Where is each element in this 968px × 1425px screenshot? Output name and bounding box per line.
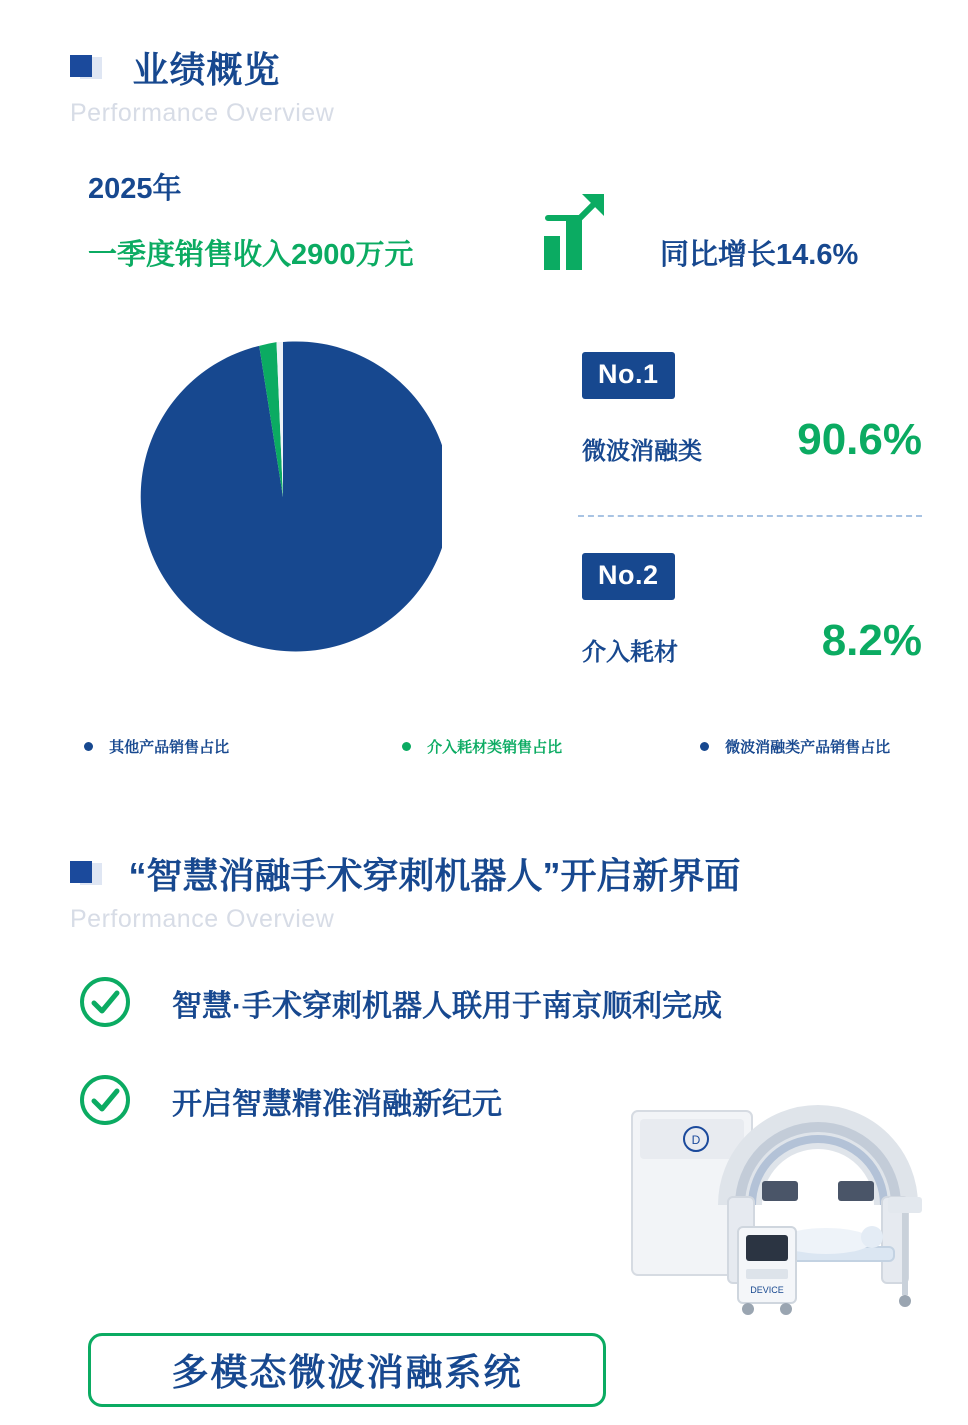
year-label: 2025年 — [88, 173, 182, 205]
device-caption-label: 多模态微波消融系统 — [171, 1352, 523, 1393]
legend-item-consumables — [402, 736, 562, 757]
svg-text:DEVICE: DEVICE — [750, 1285, 784, 1295]
chart-legend — [84, 736, 934, 762]
rank-badge: No.1 — [582, 352, 675, 399]
section-marker-icon — [70, 55, 100, 81]
sales-pie-chart — [124, 338, 442, 656]
check-circle-icon — [78, 975, 132, 1029]
list-item-label: 智慧·手术穿刺机器人联用于南京顺利完成 — [172, 990, 722, 1023]
legend-item-other — [84, 736, 229, 757]
rank-percentage: 8.2% — [821, 616, 922, 665]
bar-chart-arrow-up-icon — [534, 192, 630, 274]
section-subtitle: Performance Overview — [70, 905, 335, 933]
rank-category-name: 微波消融类 — [582, 438, 702, 465]
rank-percentage: 90.6% — [797, 415, 922, 464]
check-circle-icon — [78, 1073, 132, 1127]
svg-text:D: D — [691, 1133, 701, 1147]
device-caption-pill — [88, 1333, 606, 1407]
rank-category-name: 介入耗材 — [582, 639, 678, 666]
legend-item-microwave — [700, 736, 890, 757]
legend-label: 微波消融类产品销售占比 — [725, 739, 891, 756]
section-header-performance — [70, 42, 334, 128]
section-marker-icon — [70, 861, 100, 887]
growth-text: 同比增长14.6% — [660, 239, 859, 271]
legend-dot-icon — [84, 742, 93, 751]
ct-scanner-ablation-system-image — [620, 1085, 940, 1325]
legend-dot-icon — [402, 742, 411, 751]
section-title: “智慧消融手术穿刺机器人”开启新界面 — [128, 855, 741, 896]
section-title: 业绩概览 — [132, 49, 281, 90]
rank-badge: No.2 — [582, 553, 675, 600]
rank-divider — [578, 515, 922, 517]
legend-label: 介入耗材类销售占比 — [427, 739, 563, 756]
legend-label: 其他产品销售占比 — [109, 739, 230, 756]
legend-dot-icon — [700, 742, 709, 751]
section-header-robot — [70, 848, 740, 934]
rank-card-1 — [582, 352, 922, 471]
list-item-label: 开启智慧精准消融新纪元 — [172, 1088, 502, 1121]
rank-card-2 — [582, 553, 922, 672]
revenue-text: 一季度销售收入2900万元 — [88, 239, 414, 271]
section-subtitle: Performance Overview — [70, 99, 335, 127]
